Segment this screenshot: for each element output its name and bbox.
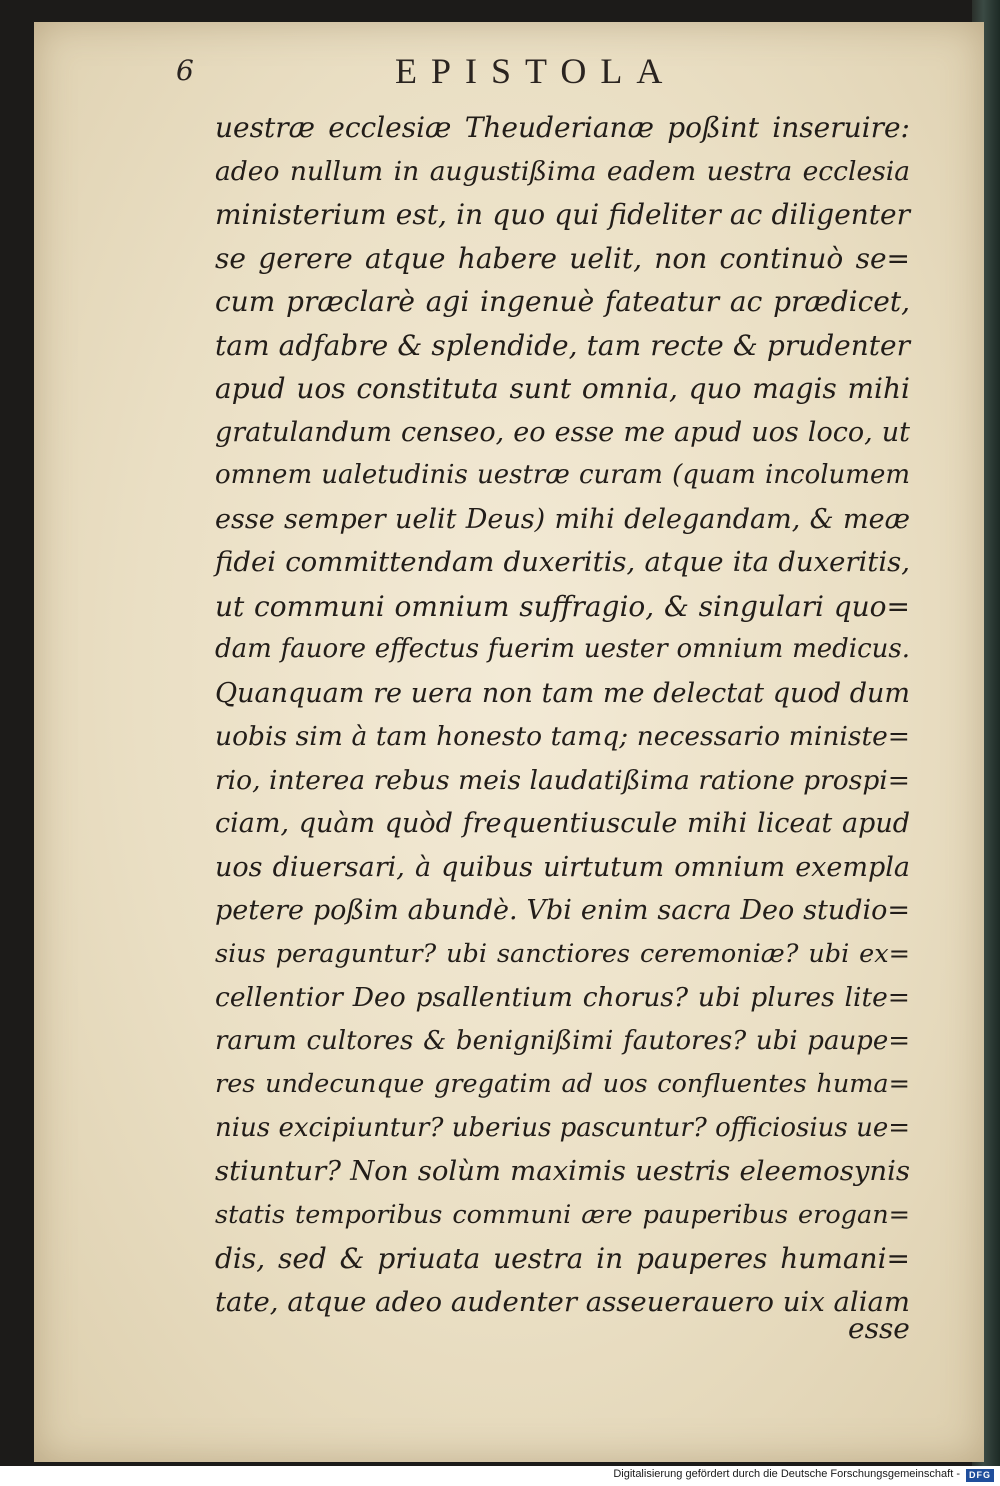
- text-line: gratulandum censeo, eo esse me apud uos loco, ut: [215, 416, 910, 448]
- text-line: Quanquam re uera non tam me delectat quod dum: [215, 677, 910, 709]
- text-line: rarum cultores & benignißimi fautores? ubi paupe=: [215, 1025, 910, 1056]
- text-line: rio, interea rebus meis laudatißima ratione prospi=: [215, 764, 910, 796]
- text-line: tate, atque adeo audenter asseuerauero uix aliam: [215, 1285, 910, 1318]
- catchword: esse: [848, 1312, 910, 1345]
- text-line: statis temporibus communi ære pauperibus erogan=: [215, 1199, 910, 1230]
- digitization-footer: [0, 1466, 1000, 1486]
- text-line: nius excipiuntur? uberius pascuntur? officiosius ue=: [215, 1112, 910, 1143]
- body-text: [215, 106, 910, 1324]
- text-line: adeo nullum in augustißima eadem uestra ecclesia: [215, 155, 910, 187]
- text-line: tam adfabre & splendide, tam recte & prudenter: [215, 328, 910, 362]
- text-line: ut communi omnium suffragio, & singulari quo=: [215, 589, 910, 623]
- text-line: se gerere atque habere uelit, non continuò se=: [215, 241, 910, 275]
- text-line: sius peraguntur? ubi sanctiores ceremoniæ? ubi ex=: [215, 938, 910, 969]
- text-line: res undecunque gregatim ad uos confluentes huma=: [215, 1069, 910, 1099]
- text-line: cellentior Deo psallentium chorus? ubi plures lite=: [215, 982, 910, 1013]
- text-line: uos diuersari, à quibus uirtutum omnium exempla: [215, 851, 910, 883]
- text-line: uestræ ecclesiæ Theuderianæ poßint inseruire:: [215, 111, 910, 144]
- text-line: ciam, quàm quòd frequentiuscule mihi liceat apud: [215, 808, 910, 839]
- text-line: apud uos constituta sunt omnia, quo magis mihi: [215, 372, 910, 405]
- text-line: stiuntur? Non solùm maximis uestris eleemosynis: [215, 1155, 910, 1187]
- running-head: EPISTOLA: [395, 51, 677, 91]
- text-line: dam fauore effectus fuerim uester omnium medicus.: [215, 634, 910, 664]
- text-line: uobis sim à tam honesto tamq; necessario ministe=: [215, 721, 910, 752]
- text-line: esse semper uelit Deus) mihi delegandam, & meæ: [215, 503, 910, 535]
- page-number: 6: [176, 54, 194, 87]
- dfg-logo: DFG: [966, 1469, 994, 1482]
- text-line: dis, sed & priuata uestra in pauperes humani=: [215, 1242, 910, 1275]
- text-line: fidei committendam duxeritis, atque ita duxeritis,: [215, 546, 910, 578]
- text-line: cum præclarè agi ingenuè fateatur ac prædicet,: [215, 285, 910, 318]
- funding-credit: Digitalisierung gefördert durch die Deutsche Forschungsgemeinschaft -: [613, 1468, 960, 1480]
- text-line: ministerium est, in quo qui fideliter ac diligenter: [215, 198, 910, 231]
- text-line: petere poßim abundè. Vbi enim sacra Deo studio=: [215, 895, 910, 926]
- text-line: omnem ualetudinis uestræ curam (quam incolumem: [215, 460, 910, 490]
